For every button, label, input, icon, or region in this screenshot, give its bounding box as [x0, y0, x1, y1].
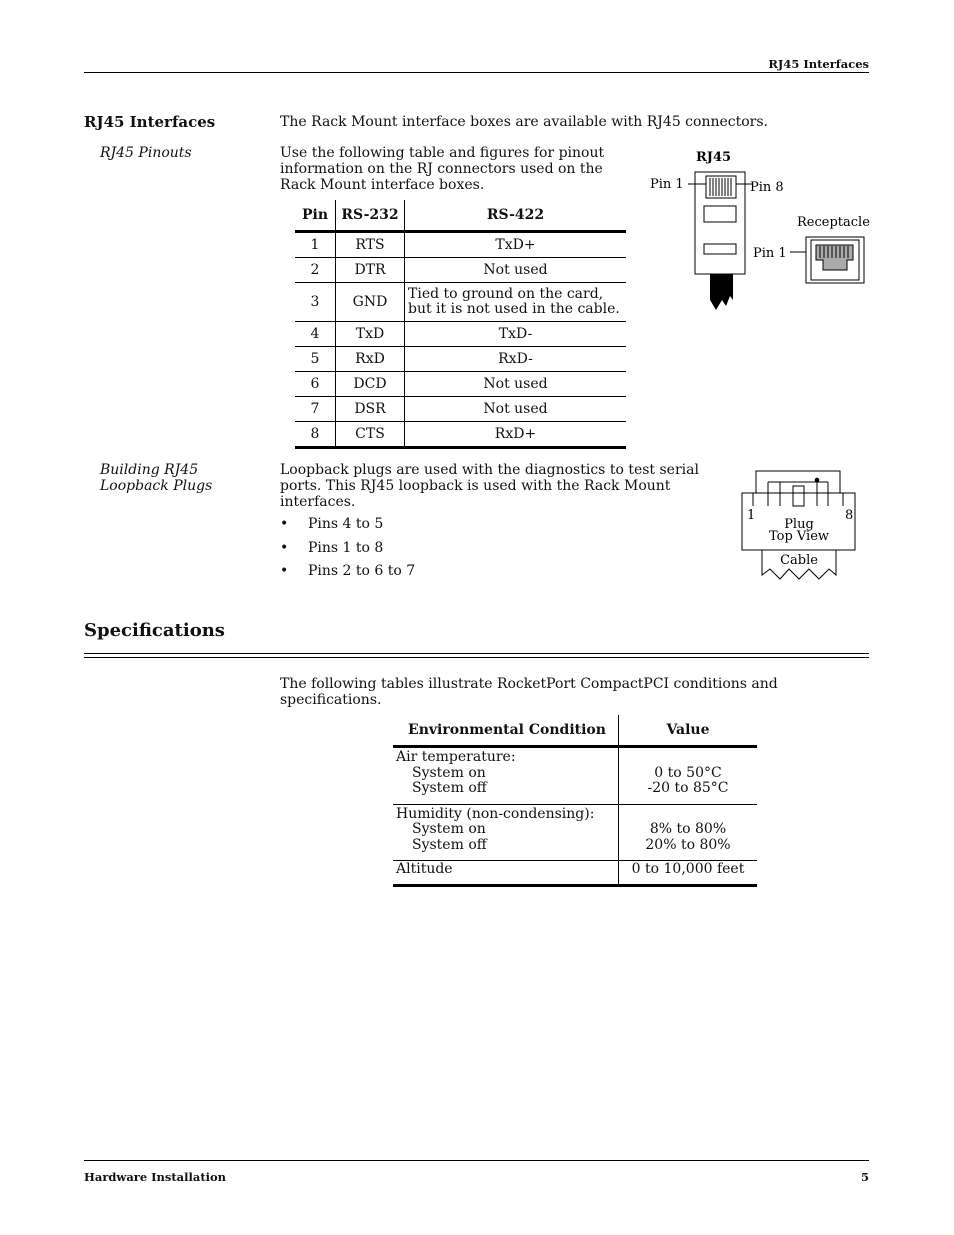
loopback-text-line: ports. This RJ45 loopback is used with the Rack Mount	[280, 478, 671, 494]
loopback-bullet-list	[280, 516, 480, 586]
cell-rs422: Not used	[405, 372, 627, 397]
cell-rs422-line: but it is not used in the cable.	[408, 301, 620, 317]
rj45-intro-text: The Rack Mount interface boxes are available with RJ45 connectors.	[280, 114, 768, 130]
pinout-table-header-row	[295, 200, 626, 232]
cell-rs422-line: Tied to ground on the card,	[408, 286, 604, 302]
cell-rs232: DCD	[336, 372, 405, 397]
pinouts-text-line: Use the following table and figures for pinout	[280, 145, 605, 161]
col-header-rs422: RS-422	[405, 200, 627, 232]
label-pin1-receptacle: Pin 1	[753, 246, 787, 261]
cell-rs232: GND	[336, 283, 405, 322]
cell-rs422: RxD+	[405, 422, 627, 448]
section-rule	[84, 657, 869, 658]
specifications-intro-line: The following tables illustrate RocketPort CompactPCI conditions and	[280, 676, 778, 692]
section-heading-specifications: Specifications	[84, 620, 225, 641]
list-item-text: Pins 2 to 6 to 7	[308, 563, 416, 579]
cell-rs232: DSR	[336, 397, 405, 422]
table-row	[295, 232, 626, 258]
table-row	[393, 747, 757, 805]
cell-rs422: TxD+	[405, 232, 627, 258]
table-row	[393, 861, 757, 886]
table-row	[295, 372, 626, 397]
bullet-marker: •	[280, 516, 289, 532]
value-line: 0 to 50°C	[654, 764, 722, 781]
condition-sub: System on	[412, 764, 486, 781]
rj45-connector-figure	[640, 140, 880, 320]
col-header-pin: Pin	[295, 200, 336, 232]
condition-label: Altitude	[396, 861, 453, 877]
subheading-loopback	[100, 462, 212, 494]
section-rule	[84, 653, 869, 654]
cell-value	[619, 804, 758, 861]
cell-pin: 7	[295, 397, 336, 422]
label-pin8: Pin 8	[750, 180, 784, 195]
figure-title-rj45: RJ45	[696, 150, 732, 165]
label-pin1-plug: Pin 1	[650, 177, 684, 192]
specifications-intro-line: specifications.	[280, 692, 382, 708]
cell-rs422: Not used	[405, 397, 627, 422]
cell-rs232: RxD	[336, 347, 405, 372]
cell-rs232: DTR	[336, 258, 405, 283]
condition-sub: System off	[412, 836, 487, 853]
table-row	[295, 283, 626, 322]
bullet-marker: •	[280, 563, 289, 579]
value-line: -20 to 85°C	[647, 780, 729, 796]
pinouts-text	[280, 145, 620, 193]
value-line: 20% to 80%	[645, 836, 731, 853]
table-row	[295, 397, 626, 422]
cell-rs422: Not used	[405, 258, 627, 283]
condition-sub: System on	[412, 821, 486, 837]
loopback-text	[280, 462, 720, 510]
label-receptacle: Receptacle	[797, 215, 870, 230]
value-line: 0 to 10,000 feet	[631, 861, 745, 877]
table-row	[295, 258, 626, 283]
cell-pin: 5	[295, 347, 336, 372]
page-number: 5	[860, 1170, 869, 1184]
footer-section-title: Hardware Installation	[84, 1170, 227, 1184]
env-table-header-row	[393, 715, 757, 747]
table-row	[295, 322, 626, 347]
col-header-rs232: RS-232	[336, 200, 405, 232]
cable-drawing	[710, 274, 733, 310]
cell-pin: 1	[295, 232, 336, 258]
environmental-conditions-table	[393, 715, 757, 887]
cell-rs232: CTS	[336, 422, 405, 448]
plug-drawing	[688, 172, 752, 274]
footer-rule	[84, 1160, 869, 1161]
subheading-loopback-line: Building RJ45	[100, 462, 199, 478]
cable-label: Cable	[780, 553, 818, 568]
cell-pin: 2	[295, 258, 336, 283]
cell-condition	[393, 747, 619, 805]
specifications-intro	[280, 676, 840, 708]
header-rule	[84, 72, 869, 73]
condition-sub: System off	[412, 780, 487, 796]
cell-pin: 3	[295, 283, 336, 322]
cell-value	[619, 861, 758, 886]
cell-pin: 8	[295, 422, 336, 448]
table-row	[295, 422, 626, 448]
cell-condition	[393, 861, 619, 886]
cell-rs422: TxD-	[405, 322, 627, 347]
plug-pin-1-label: 1	[747, 508, 756, 523]
cell-rs232: TxD	[336, 322, 405, 347]
pinout-table	[295, 200, 626, 449]
cell-pin: 4	[295, 322, 336, 347]
subheading-loopback-line: Loopback Plugs	[100, 478, 213, 494]
cell-condition	[393, 804, 619, 861]
cell-value	[619, 747, 758, 805]
loopback-plug-figure	[735, 465, 865, 590]
running-header-title: RJ45 Interfaces	[768, 57, 869, 71]
value-line: 8% to 80%	[649, 821, 727, 837]
list-item-text: Pins 1 to 8	[308, 540, 384, 556]
table-row	[393, 804, 757, 861]
plug-pin-8-label: 8	[845, 508, 854, 523]
section-heading-rj45: RJ45 Interfaces	[84, 113, 216, 131]
junction-dot	[815, 478, 820, 483]
cell-rs422	[405, 283, 627, 322]
top-view-label: Top View	[768, 529, 830, 544]
pinouts-text-line: Rack Mount interface boxes.	[280, 177, 485, 193]
cell-rs232: RTS	[336, 232, 405, 258]
col-header-value: Value	[619, 715, 758, 747]
plug-label: Plug	[784, 517, 814, 532]
condition-label: Humidity (non-condensing):	[396, 805, 595, 822]
col-header-condition: Environmental Condition	[393, 715, 619, 747]
cell-rs422: RxD-	[405, 347, 627, 372]
loopback-text-line: interfaces.	[280, 494, 356, 510]
bullet-marker: •	[280, 540, 289, 556]
list-item-text: Pins 4 to 5	[308, 516, 384, 532]
receptacle-drawing	[790, 237, 864, 283]
condition-label: Air temperature:	[396, 749, 516, 765]
loopback-text-line: Loopback plugs are used with the diagnostics to test serial	[280, 462, 699, 478]
cell-pin: 6	[295, 372, 336, 397]
subheading-rj45-pinouts: RJ45 Pinouts	[100, 145, 192, 161]
pinouts-text-line: information on the RJ connectors used on the	[280, 161, 603, 177]
table-row	[295, 347, 626, 372]
